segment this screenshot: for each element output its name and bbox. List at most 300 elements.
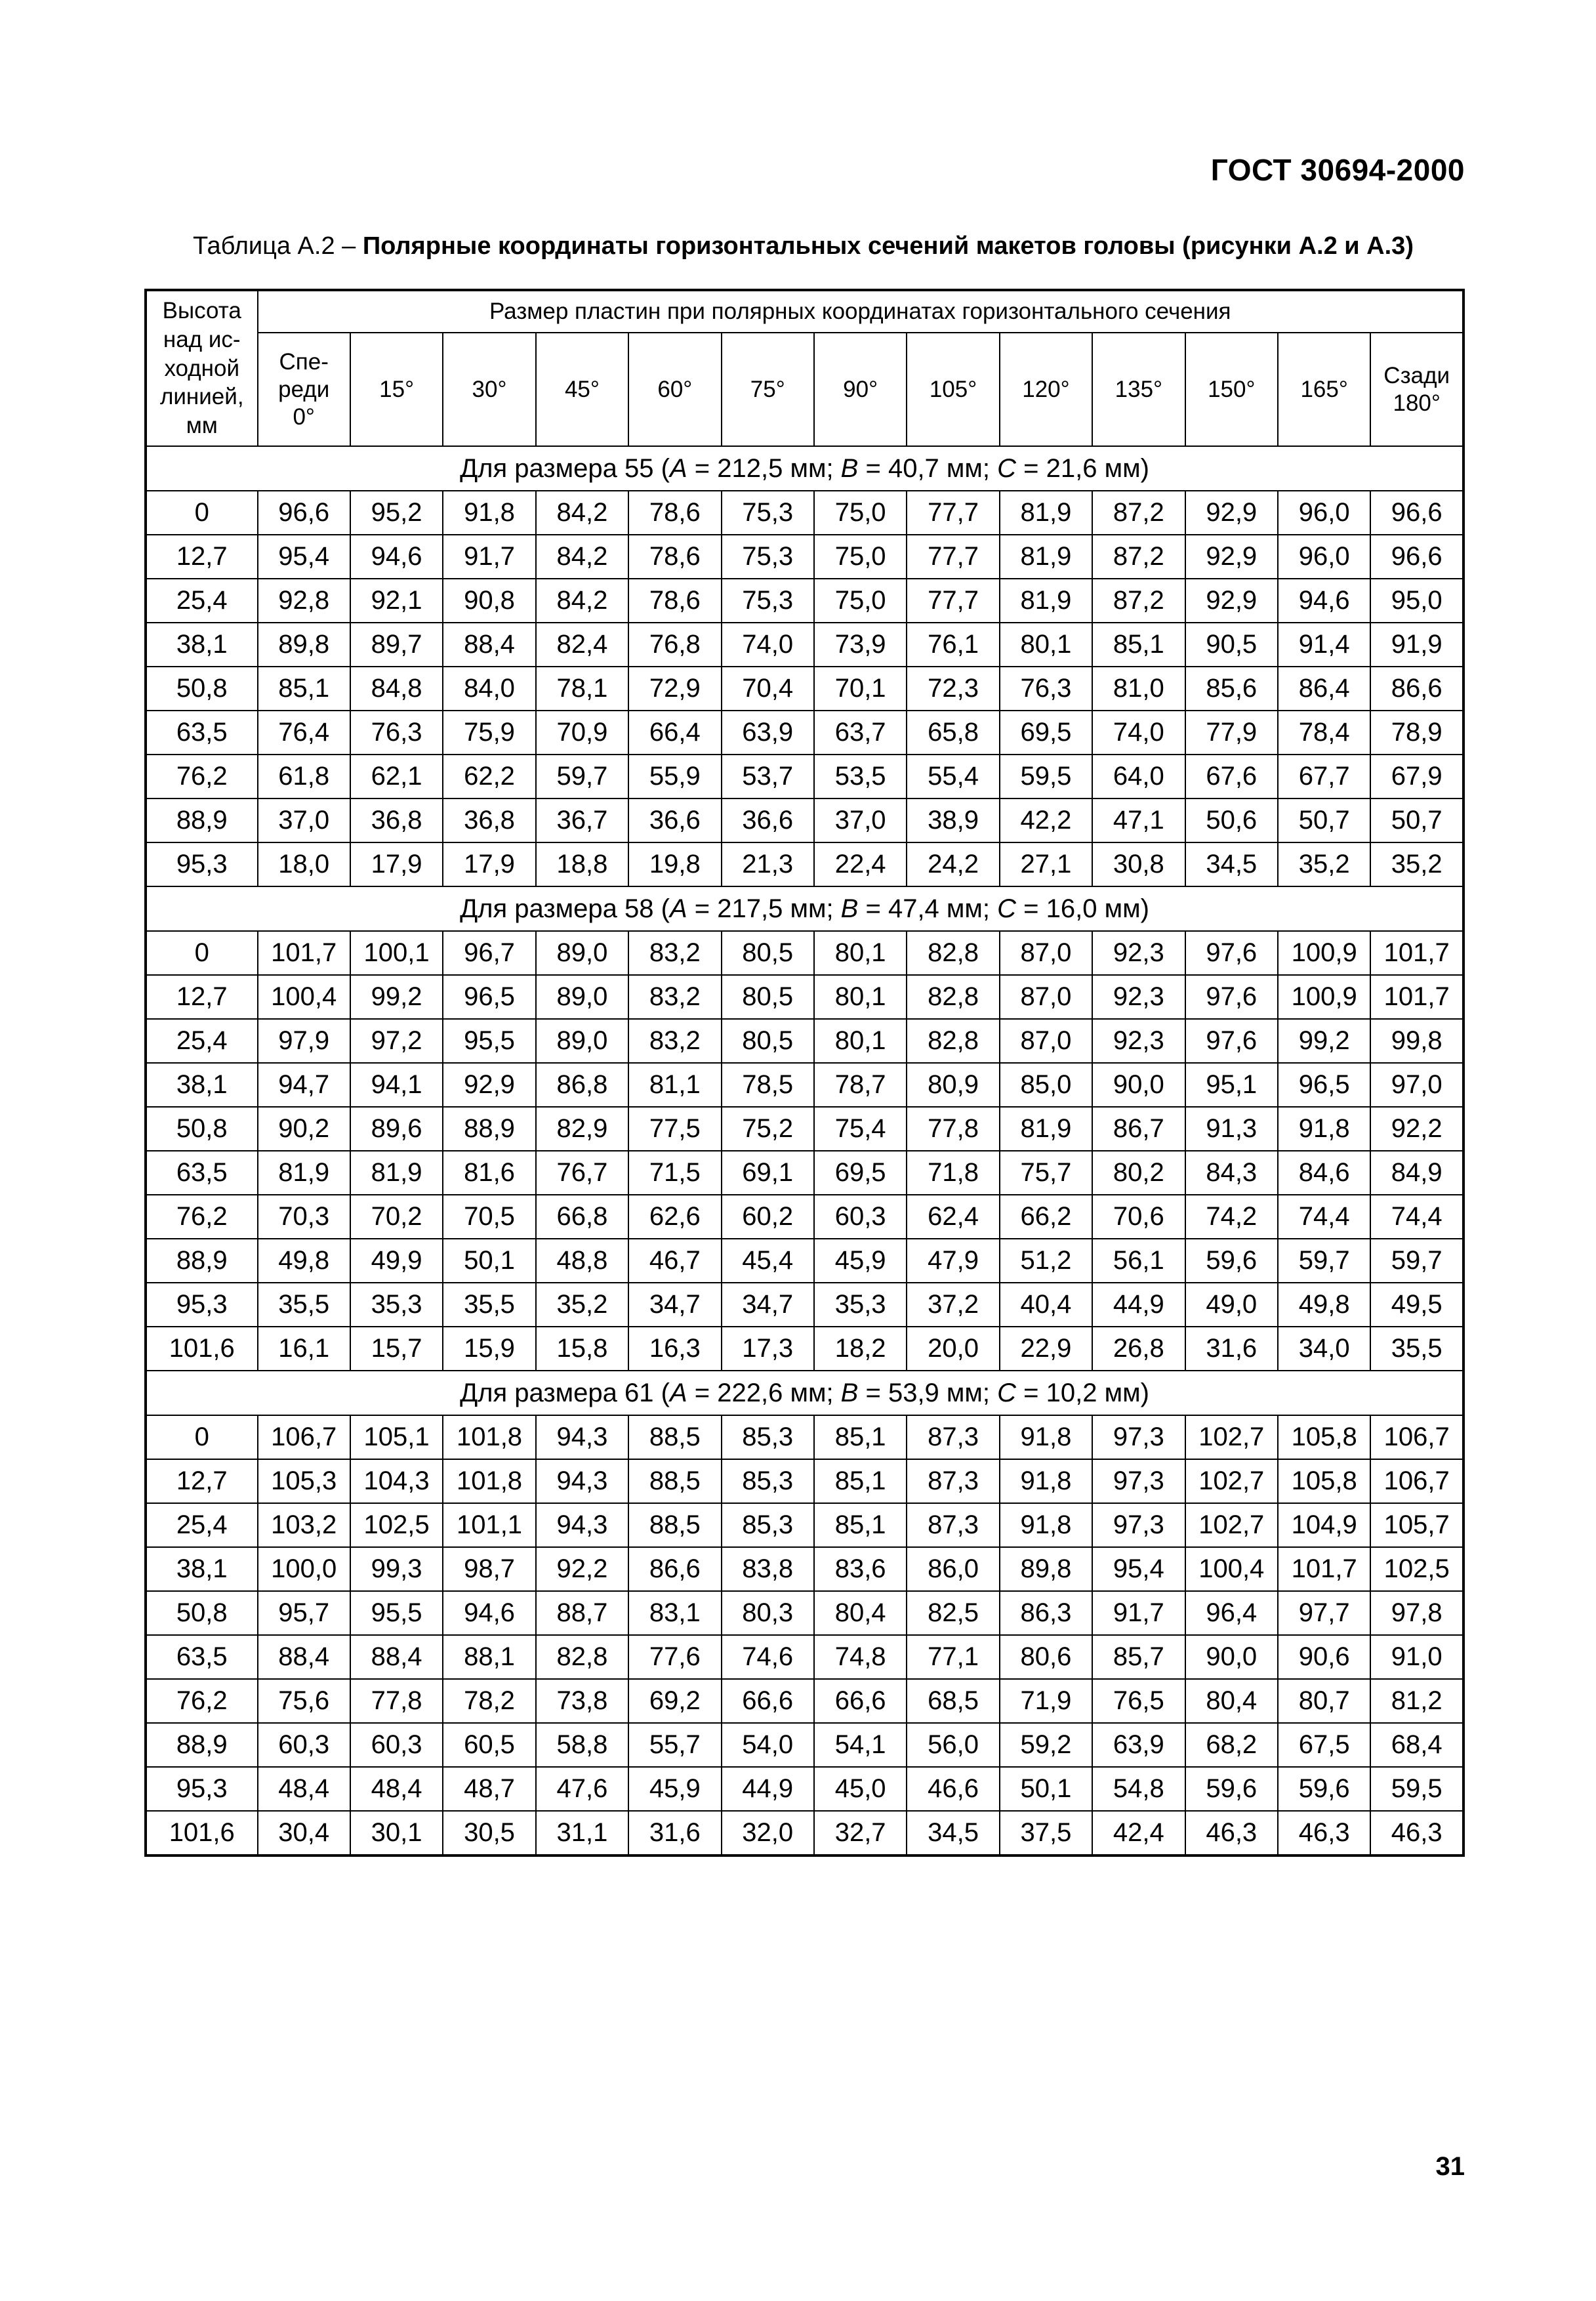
value-cell: 78,7 [814,1063,907,1107]
caption-prefix: Таблица А.2 – [193,232,363,260]
value-cell: 15,9 [443,1327,535,1371]
value-cell: 66,4 [628,711,721,755]
value-cell: 75,3 [722,535,814,579]
value-cell: 59,6 [1185,1767,1278,1811]
value-cell: 49,9 [350,1239,443,1283]
value-cell: 85,3 [722,1415,814,1459]
value-cell: 46,3 [1370,1811,1463,1855]
value-cell: 90,8 [443,579,535,623]
value-cell: 24,2 [907,842,999,886]
value-cell: 60,3 [350,1723,443,1767]
value-cell: 50,6 [1185,798,1278,842]
value-cell: 78,9 [1370,711,1463,755]
value-cell: 70,9 [536,711,628,755]
value-cell: 83,8 [722,1547,814,1591]
value-cell: 91,7 [443,535,535,579]
value-cell: 80,2 [1092,1151,1185,1195]
table-row [146,1195,1463,1239]
height-cell: 76,2 [146,755,258,798]
value-cell: 70,5 [443,1195,535,1239]
value-cell: 94,3 [536,1459,628,1503]
value-cell: 75,2 [722,1107,814,1151]
value-cell: 97,2 [350,1019,443,1063]
value-cell: 84,3 [1185,1151,1278,1195]
value-cell: 92,3 [1092,975,1185,1019]
value-cell: 96,5 [443,975,535,1019]
value-cell: 80,1 [814,975,907,1019]
height-cell: 88,9 [146,798,258,842]
table-row [146,798,1463,842]
value-cell: 97,3 [1092,1503,1185,1547]
value-cell: 30,4 [258,1811,350,1855]
value-cell: 49,8 [1278,1283,1370,1327]
page-number: 31 [1435,2152,1465,2181]
section-header-row [146,446,1463,491]
value-cell: 85,3 [722,1503,814,1547]
value-cell: 50,7 [1370,798,1463,842]
angle-header: 150° [1185,333,1278,446]
value-cell: 60,2 [722,1195,814,1239]
value-cell: 84,6 [1278,1151,1370,1195]
value-cell: 94,1 [350,1063,443,1107]
value-cell: 36,6 [722,798,814,842]
value-cell: 105,7 [1370,1503,1463,1547]
angle-header: Спе- реди 0° [258,333,350,446]
value-cell: 105,8 [1278,1459,1370,1503]
table-row [146,535,1463,579]
value-cell: 89,0 [536,1019,628,1063]
table-row [146,1327,1463,1371]
table-header [146,290,1463,446]
value-cell: 35,2 [536,1283,628,1327]
value-cell: 19,8 [628,842,721,886]
value-cell: 86,4 [1278,667,1370,711]
value-cell: 81,1 [628,1063,721,1107]
value-cell: 49,8 [258,1239,350,1283]
value-cell: 84,8 [350,667,443,711]
table-row [146,1415,1463,1459]
value-cell: 32,0 [722,1811,814,1855]
value-cell: 83,2 [628,1019,721,1063]
height-cell: 88,9 [146,1239,258,1283]
value-cell: 102,5 [1370,1547,1463,1591]
value-cell: 66,6 [722,1679,814,1723]
value-cell: 63,9 [1092,1723,1185,1767]
value-cell: 76,4 [258,711,350,755]
value-cell: 91,8 [443,491,535,535]
value-cell: 75,3 [722,491,814,535]
value-cell: 70,4 [722,667,814,711]
value-cell: 97,6 [1185,931,1278,975]
value-cell: 85,0 [1000,1063,1092,1107]
value-cell: 88,9 [443,1107,535,1151]
value-cell: 32,7 [814,1811,907,1855]
table-row [146,1811,1463,1855]
angle-header: Сзади 180° [1370,333,1463,446]
value-cell: 18,8 [536,842,628,886]
value-cell: 85,1 [814,1503,907,1547]
height-cell: 101,6 [146,1327,258,1371]
value-cell: 85,3 [722,1459,814,1503]
value-cell: 101,8 [443,1415,535,1459]
value-cell: 73,9 [814,623,907,667]
value-cell: 80,6 [1000,1635,1092,1679]
value-cell: 105,8 [1278,1415,1370,1459]
height-cell: 0 [146,491,258,535]
value-cell: 95,5 [443,1019,535,1063]
value-cell: 73,8 [536,1679,628,1723]
table-row [146,1459,1463,1503]
value-cell: 96,6 [1370,535,1463,579]
height-cell: 101,6 [146,1811,258,1855]
height-cell: 63,5 [146,1151,258,1195]
value-cell: 81,9 [1000,491,1092,535]
value-cell: 75,0 [814,579,907,623]
value-cell: 70,2 [350,1195,443,1239]
value-cell: 30,8 [1092,842,1185,886]
value-cell: 81,6 [443,1151,535,1195]
value-cell: 94,3 [536,1415,628,1459]
height-cell: 50,8 [146,667,258,711]
value-cell: 80,4 [1185,1679,1278,1723]
table-row [146,1591,1463,1635]
angle-header: 165° [1278,333,1370,446]
value-cell: 54,1 [814,1723,907,1767]
value-cell: 91,8 [1000,1503,1092,1547]
value-cell: 105,1 [350,1415,443,1459]
height-cell: 63,5 [146,711,258,755]
table-row [146,931,1463,975]
value-cell: 16,3 [628,1327,721,1371]
value-cell: 76,3 [350,711,443,755]
value-cell: 82,4 [536,623,628,667]
table-row [146,842,1463,886]
value-cell: 54,0 [722,1723,814,1767]
value-cell: 59,2 [1000,1723,1092,1767]
value-cell: 87,2 [1092,535,1185,579]
value-cell: 15,7 [350,1327,443,1371]
value-cell: 92,3 [1092,931,1185,975]
value-cell: 17,3 [722,1327,814,1371]
height-cell: 38,1 [146,623,258,667]
angle-header: 120° [1000,333,1092,446]
value-cell: 67,5 [1278,1723,1370,1767]
value-cell: 65,8 [907,711,999,755]
value-cell: 92,9 [1185,491,1278,535]
value-cell: 60,3 [258,1723,350,1767]
value-cell: 59,6 [1185,1239,1278,1283]
value-cell: 85,1 [814,1459,907,1503]
document-code: ГОСТ 30694-2000 [1210,153,1465,187]
value-cell: 68,5 [907,1679,999,1723]
header-row-angles [146,333,1463,446]
value-cell: 82,5 [907,1591,999,1635]
value-cell: 70,1 [814,667,907,711]
value-cell: 70,6 [1092,1195,1185,1239]
value-cell: 101,7 [1370,931,1463,975]
value-cell: 77,7 [907,579,999,623]
value-cell: 82,8 [536,1635,628,1679]
value-cell: 91,8 [1000,1459,1092,1503]
value-cell: 69,5 [1000,711,1092,755]
value-cell: 48,8 [536,1239,628,1283]
value-cell: 48,4 [258,1767,350,1811]
value-cell: 83,1 [628,1591,721,1635]
value-cell: 67,7 [1278,755,1370,798]
value-cell: 95,1 [1185,1063,1278,1107]
value-cell: 68,2 [1185,1723,1278,1767]
value-cell: 95,4 [258,535,350,579]
table-row [146,1239,1463,1283]
value-cell: 101,1 [443,1503,535,1547]
section-label: Для размера 55 (A = 212,5 мм; B = 40,7 мм; C = 21,6 мм) [146,446,1463,491]
value-cell: 30,1 [350,1811,443,1855]
value-cell: 86,6 [628,1547,721,1591]
value-cell: 80,1 [814,1019,907,1063]
value-cell: 100,9 [1278,975,1370,1019]
table-row [146,1019,1463,1063]
value-cell: 94,6 [350,535,443,579]
value-cell: 75,0 [814,491,907,535]
value-cell: 77,8 [907,1107,999,1151]
value-cell: 60,5 [443,1723,535,1767]
value-cell: 92,8 [258,579,350,623]
value-cell: 97,0 [1370,1063,1463,1107]
value-cell: 97,6 [1185,1019,1278,1063]
value-cell: 95,2 [350,491,443,535]
value-cell: 106,7 [1370,1459,1463,1503]
value-cell: 71,9 [1000,1679,1092,1723]
value-cell: 92,2 [536,1547,628,1591]
value-cell: 89,0 [536,931,628,975]
table-row [146,1723,1463,1767]
value-cell: 78,4 [1278,711,1370,755]
value-cell: 74,2 [1185,1195,1278,1239]
height-cell: 12,7 [146,1459,258,1503]
table-row [146,491,1463,535]
angle-header: 45° [536,333,628,446]
value-cell: 87,0 [1000,975,1092,1019]
value-cell: 56,1 [1092,1239,1185,1283]
plate-size-header: Размер пластин при полярных координатах горизонтального сечения [258,290,1464,333]
value-cell: 75,4 [814,1107,907,1151]
height-cell: 25,4 [146,579,258,623]
value-cell: 62,6 [628,1195,721,1239]
value-cell: 74,4 [1370,1195,1463,1239]
value-cell: 51,2 [1000,1239,1092,1283]
value-cell: 84,2 [536,491,628,535]
value-cell: 106,7 [258,1415,350,1459]
value-cell: 69,5 [814,1151,907,1195]
value-cell: 89,8 [258,623,350,667]
value-cell: 81,9 [1000,535,1092,579]
value-cell: 77,8 [350,1679,443,1723]
value-cell: 86,8 [536,1063,628,1107]
value-cell: 78,5 [722,1063,814,1107]
value-cell: 99,2 [1278,1019,1370,1063]
height-cell: 50,8 [146,1107,258,1151]
value-cell: 35,3 [814,1283,907,1327]
value-cell: 80,5 [722,975,814,1019]
value-cell: 80,4 [814,1591,907,1635]
value-cell: 50,1 [443,1239,535,1283]
value-cell: 36,7 [536,798,628,842]
value-cell: 94,6 [443,1591,535,1635]
value-cell: 34,5 [1185,842,1278,886]
value-cell: 97,9 [258,1019,350,1063]
value-cell: 89,7 [350,623,443,667]
value-cell: 87,0 [1000,931,1092,975]
value-cell: 49,5 [1370,1283,1463,1327]
value-cell: 22,9 [1000,1327,1092,1371]
value-cell: 88,5 [628,1415,721,1459]
section-label: Для размера 58 (A = 217,5 мм; B = 47,4 мм; C = 16,0 мм) [146,886,1463,931]
value-cell: 76,5 [1092,1679,1185,1723]
value-cell: 66,6 [814,1679,907,1723]
value-cell: 70,3 [258,1195,350,1239]
value-cell: 102,7 [1185,1415,1278,1459]
value-cell: 99,2 [350,975,443,1019]
value-cell: 21,3 [722,842,814,886]
value-cell: 34,7 [722,1283,814,1327]
value-cell: 59,7 [1278,1239,1370,1283]
value-cell: 81,2 [1370,1679,1463,1723]
value-cell: 101,8 [443,1459,535,1503]
value-cell: 53,5 [814,755,907,798]
value-cell: 75,6 [258,1679,350,1723]
value-cell: 75,3 [722,579,814,623]
value-cell: 82,9 [536,1107,628,1151]
value-cell: 35,2 [1370,842,1463,886]
value-cell: 26,8 [1092,1327,1185,1371]
value-cell: 97,6 [1185,975,1278,1019]
value-cell: 18,2 [814,1327,907,1371]
value-cell: 48,4 [350,1767,443,1811]
value-cell: 81,9 [258,1151,350,1195]
value-cell: 91,7 [1092,1591,1185,1635]
value-cell: 77,9 [1185,711,1278,755]
value-cell: 85,1 [814,1415,907,1459]
value-cell: 96,0 [1278,535,1370,579]
height-cell: 25,4 [146,1019,258,1063]
value-cell: 87,0 [1000,1019,1092,1063]
value-cell: 88,7 [536,1591,628,1635]
header-row-top [146,290,1463,333]
value-cell: 91,0 [1370,1635,1463,1679]
value-cell: 92,9 [1185,535,1278,579]
value-cell: 80,1 [814,931,907,975]
value-cell: 80,3 [722,1591,814,1635]
value-cell: 69,2 [628,1679,721,1723]
value-cell: 62,4 [907,1195,999,1239]
value-cell: 63,7 [814,711,907,755]
value-cell: 86,0 [907,1547,999,1591]
value-cell: 76,1 [907,623,999,667]
height-cell: 76,2 [146,1195,258,1239]
value-cell: 75,0 [814,535,907,579]
angle-header: 75° [722,333,814,446]
value-cell: 62,1 [350,755,443,798]
value-cell: 87,3 [907,1415,999,1459]
value-cell: 86,3 [1000,1591,1092,1635]
table-row [146,1503,1463,1547]
value-cell: 62,2 [443,755,535,798]
value-cell: 59,5 [1370,1767,1463,1811]
value-cell: 100,1 [350,931,443,975]
caption-title: Полярные координаты горизонтальных сечений макетов головы (рисунки А.2 и А.3) [362,232,1414,260]
value-cell: 90,0 [1185,1635,1278,1679]
value-cell: 97,7 [1278,1591,1370,1635]
value-cell: 37,0 [814,798,907,842]
height-cell: 0 [146,1415,258,1459]
value-cell: 42,2 [1000,798,1092,842]
value-cell: 35,5 [258,1283,350,1327]
value-cell: 31,1 [536,1811,628,1855]
value-cell: 102,5 [350,1503,443,1547]
value-cell: 45,0 [814,1767,907,1811]
value-cell: 68,4 [1370,1723,1463,1767]
height-cell: 76,2 [146,1679,258,1723]
value-cell: 100,4 [1185,1547,1278,1591]
value-cell: 75,7 [1000,1151,1092,1195]
value-cell: 102,7 [1185,1503,1278,1547]
height-cell: 25,4 [146,1503,258,1547]
value-cell: 47,1 [1092,798,1185,842]
value-cell: 50,1 [1000,1767,1092,1811]
table-row [146,579,1463,623]
angle-header: 90° [814,333,907,446]
height-cell: 63,5 [146,1635,258,1679]
value-cell: 87,2 [1092,579,1185,623]
value-cell: 78,6 [628,535,721,579]
value-cell: 80,5 [722,1019,814,1063]
value-cell: 92,3 [1092,1019,1185,1063]
value-cell: 74,0 [722,623,814,667]
value-cell: 47,6 [536,1767,628,1811]
value-cell: 94,7 [258,1063,350,1107]
value-cell: 67,6 [1185,755,1278,798]
value-cell: 87,3 [907,1503,999,1547]
value-cell: 102,7 [1185,1459,1278,1503]
value-cell: 85,1 [1092,623,1185,667]
table-row [146,1107,1463,1151]
value-cell: 63,9 [722,711,814,755]
value-cell: 92,9 [1185,579,1278,623]
value-cell: 77,7 [907,535,999,579]
value-cell: 76,7 [536,1151,628,1195]
value-cell: 101,7 [1278,1547,1370,1591]
value-cell: 88,5 [628,1459,721,1503]
table-row [146,755,1463,798]
value-cell: 78,1 [536,667,628,711]
value-cell: 42,4 [1092,1811,1185,1855]
value-cell: 91,8 [1000,1415,1092,1459]
value-cell: 80,9 [907,1063,999,1107]
value-cell: 38,9 [907,798,999,842]
value-cell: 55,9 [628,755,721,798]
value-cell: 17,9 [443,842,535,886]
value-cell: 35,3 [350,1283,443,1327]
value-cell: 20,0 [907,1327,999,1371]
table-row [146,667,1463,711]
value-cell: 76,8 [628,623,721,667]
value-cell: 88,4 [350,1635,443,1679]
value-cell: 16,1 [258,1327,350,1371]
value-cell: 40,4 [1000,1283,1092,1327]
section-header-row [146,1371,1463,1415]
value-cell: 78,2 [443,1679,535,1723]
value-cell: 83,6 [814,1547,907,1591]
